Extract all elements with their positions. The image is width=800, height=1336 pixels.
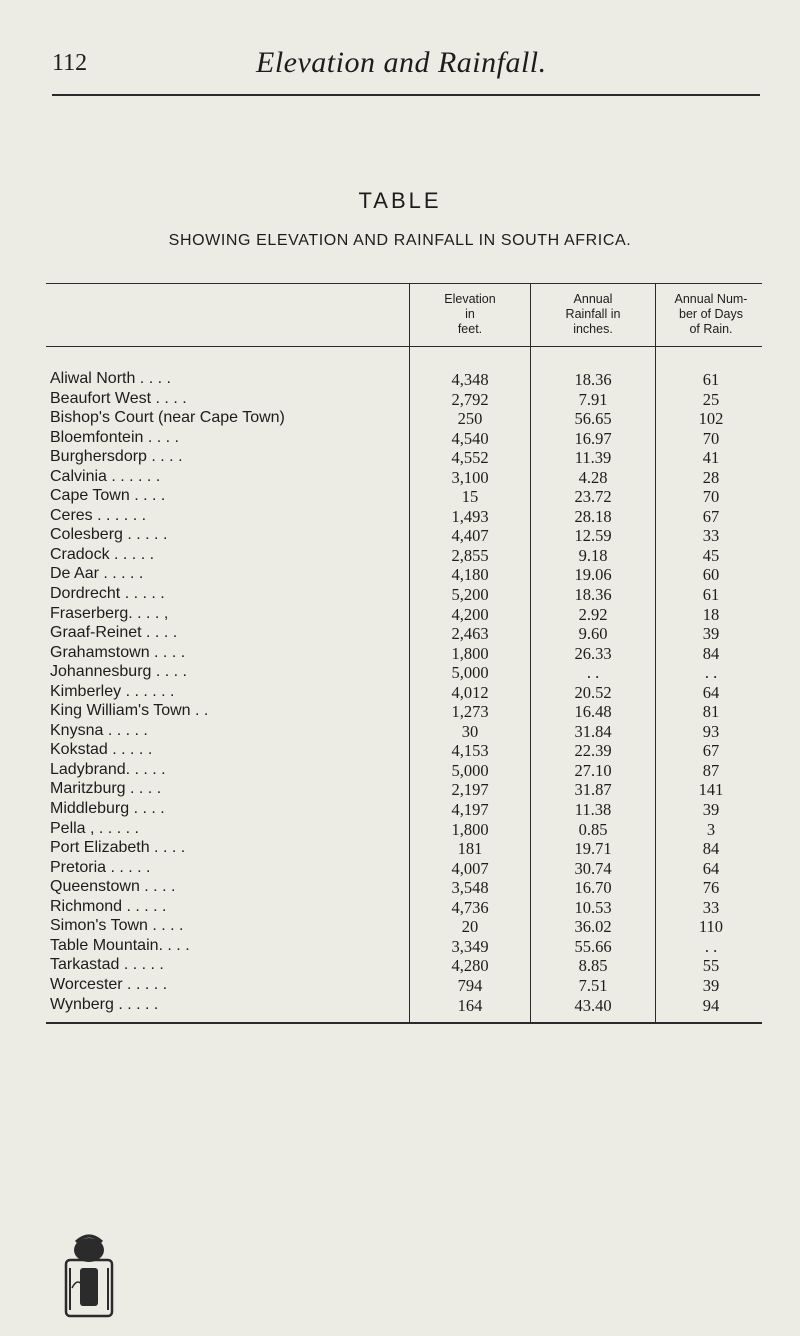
cell-rainfall: 7.91 — [578, 389, 608, 409]
cell-elevation: 1,800 — [451, 643, 489, 663]
cell-place: Grahamstown . . . . — [50, 643, 186, 661]
cell-days: 102 — [698, 409, 724, 429]
table-subtitle: SHOWING ELEVATION AND RAINFALL IN SOUTH AFRICA. — [168, 232, 632, 249]
cell-place: Knysna . . . . . — [50, 721, 148, 739]
cell-rainfall: 26.33 — [574, 643, 612, 663]
cell-days: 28 — [702, 467, 720, 487]
cell-days: 76 — [702, 878, 720, 898]
cell-rainfall: 0.85 — [578, 819, 608, 839]
cell-place: Kokstad . . . . . — [50, 741, 153, 759]
cell-rainfall: 18.36 — [574, 370, 612, 389]
cell-days: 39 — [702, 975, 720, 995]
cell-elevation: 4,007 — [451, 858, 489, 878]
cell-days: 141 — [698, 780, 724, 800]
cell-rainfall: 7.51 — [578, 975, 608, 995]
cell-elevation: 794 — [457, 975, 483, 995]
cell-rainfall: 16.97 — [574, 428, 612, 448]
cell-place: Bishop's Court (near Cape Town) — [50, 409, 285, 427]
table-row — [0, 800, 800, 820]
cell-elevation: 15 — [461, 487, 479, 507]
cell-elevation: 1,800 — [451, 819, 489, 839]
table-row — [0, 605, 800, 625]
cell-rainfall: 19.71 — [574, 839, 612, 859]
table-row — [0, 683, 800, 703]
cell-elevation: 2,792 — [451, 389, 489, 409]
cell-elevation: 5,000 — [451, 663, 489, 683]
cell-elevation: 4,280 — [451, 956, 489, 976]
cell-elevation: 2,197 — [451, 780, 489, 800]
cell-days: 39 — [702, 624, 720, 644]
cell-place: Graaf-Reinet . . . . — [50, 624, 178, 642]
cell-elevation: 1,493 — [451, 506, 489, 526]
cell-elevation: 4,197 — [451, 800, 489, 820]
table-row — [0, 780, 800, 800]
cell-rainfall: 19.06 — [574, 565, 612, 585]
cell-elevation: 4,407 — [451, 526, 489, 546]
cell-elevation: 181 — [457, 839, 483, 859]
table-row — [0, 702, 800, 722]
table-row — [0, 722, 800, 742]
cell-elevation: 5,000 — [451, 760, 489, 780]
cell-place: Pella , . . . . . — [50, 819, 139, 837]
cell-place: Ladybrand. . . . . — [50, 760, 166, 778]
cell-days: 67 — [702, 741, 720, 761]
table-row — [0, 898, 800, 918]
cell-days: 55 — [702, 956, 720, 976]
cell-place: Queenstown . . . . — [50, 878, 176, 896]
cell-rainfall: 9.18 — [578, 545, 608, 565]
cell-rainfall: 31.84 — [574, 721, 612, 741]
table-bottom-rule — [46, 1022, 762, 1024]
cell-rainfall: 11.38 — [574, 800, 612, 820]
cell-rainfall: 23.72 — [574, 487, 612, 507]
table-row — [0, 663, 800, 683]
cell-place: Bloemfontein . . . . — [50, 428, 179, 446]
table-row — [0, 996, 800, 1016]
cell-place: Beaufort West . . . . — [50, 389, 187, 407]
cell-place: Richmond . . . . . — [50, 897, 167, 915]
cell-days: . . — [704, 936, 718, 956]
cell-elevation: 20 — [461, 917, 479, 937]
publisher-seal-icon — [58, 1228, 120, 1320]
cell-rainfall: 43.40 — [574, 995, 612, 1015]
cell-place: Middleburg . . . . — [50, 800, 165, 818]
cell-rainfall: 18.36 — [574, 585, 612, 605]
cell-rainfall: 22.39 — [574, 741, 612, 761]
table-row — [0, 839, 800, 859]
cell-days: . . — [704, 663, 718, 683]
cell-elevation: 250 — [457, 409, 483, 429]
cell-days: 3 — [706, 819, 716, 839]
cell-days: 70 — [702, 487, 720, 507]
cell-rainfall: 16.70 — [574, 878, 612, 898]
table-row — [0, 820, 800, 840]
cell-elevation: 3,100 — [451, 467, 489, 487]
cell-rainfall: 27.10 — [574, 760, 612, 780]
table-row — [0, 370, 800, 390]
cell-days: 61 — [702, 370, 720, 389]
header-rule — [52, 94, 760, 96]
cell-days: 87 — [702, 760, 720, 780]
cell-elevation: 4,180 — [451, 565, 489, 585]
cell-days: 33 — [702, 897, 720, 917]
cell-place: Dordrecht . . . . . — [50, 585, 165, 603]
cell-rainfall: 10.53 — [574, 897, 612, 917]
cell-days: 70 — [702, 428, 720, 448]
cell-days: 41 — [702, 448, 720, 468]
cell-elevation: 4,348 — [451, 370, 489, 389]
cell-days: 84 — [702, 839, 720, 859]
cell-place: Ceres . . . . . . — [50, 506, 147, 524]
cell-place: Table Mountain. . . . — [50, 936, 190, 954]
cell-days: 81 — [702, 702, 720, 722]
cell-rainfall: 55.66 — [574, 936, 612, 956]
table-row — [0, 859, 800, 879]
cell-rainfall: 36.02 — [574, 917, 612, 937]
cell-days: 84 — [702, 643, 720, 663]
column-header-rainfall: Annual Rainfall in inches. — [565, 292, 621, 336]
cell-elevation: 4,012 — [451, 682, 489, 702]
table-row — [0, 878, 800, 898]
cell-days: 33 — [702, 526, 720, 546]
cell-rainfall: 9.60 — [578, 624, 608, 644]
cell-days: 93 — [702, 721, 720, 741]
cell-elevation: 4,552 — [451, 448, 489, 468]
table-row — [0, 917, 800, 937]
cell-elevation: 4,200 — [451, 604, 489, 624]
page-number: 112 — [52, 50, 88, 76]
cell-place: Calvinia . . . . . . — [50, 467, 161, 485]
cell-place: Pretoria . . . . . — [50, 858, 151, 876]
cell-days: 61 — [702, 585, 720, 605]
cell-place: Aliwal North . . . . — [50, 370, 171, 387]
cell-place: Colesberg . . . . . — [50, 526, 168, 544]
table-row — [0, 644, 800, 664]
cell-place: Simon's Town . . . . — [50, 917, 184, 935]
table-row — [0, 741, 800, 761]
cell-rainfall: 11.39 — [574, 448, 612, 468]
cell-rainfall: 31.87 — [574, 780, 612, 800]
cell-days: 60 — [702, 565, 720, 585]
table-row — [0, 448, 800, 468]
cell-elevation: 2,855 — [451, 545, 489, 565]
cell-place: Burghersdorp . . . . — [50, 448, 183, 466]
table-row — [0, 585, 800, 605]
cell-days: 94 — [702, 995, 720, 1015]
cell-days: 25 — [702, 389, 720, 409]
table-row — [0, 507, 800, 527]
cell-rainfall: 20.52 — [574, 682, 612, 702]
cell-rainfall: . . — [586, 663, 600, 683]
cell-elevation: 3,548 — [451, 878, 489, 898]
cell-elevation: 4,540 — [451, 428, 489, 448]
table-body — [0, 370, 800, 1015]
cell-elevation: 2,463 — [451, 624, 489, 644]
table-row — [0, 526, 800, 546]
column-header-days: Annual Num- ber of Days of Rain. — [674, 292, 748, 336]
cell-rainfall: 16.48 — [574, 702, 612, 722]
cell-place: King William's Town . . — [50, 702, 209, 720]
cell-rainfall: 56.65 — [574, 409, 612, 429]
table-row — [0, 546, 800, 566]
table-row — [0, 761, 800, 781]
cell-elevation: 1,273 — [451, 702, 489, 722]
cell-days: 64 — [702, 682, 720, 702]
table-title: TABLE — [358, 188, 442, 213]
table-row — [0, 468, 800, 488]
cell-place: Port Elizabeth . . . . — [50, 839, 186, 857]
cell-days: 64 — [702, 858, 720, 878]
cell-days: 18 — [702, 604, 720, 624]
table-row — [0, 429, 800, 449]
cell-elevation: 164 — [457, 995, 483, 1015]
cell-place: Maritzburg . . . . — [50, 780, 162, 798]
table-row — [0, 937, 800, 957]
table-row — [0, 409, 800, 429]
page-header — [0, 0, 800, 100]
cell-elevation: 4,736 — [451, 897, 489, 917]
cell-rainfall: 2.92 — [578, 604, 608, 624]
cell-place: Cape Town . . . . — [50, 487, 166, 505]
cell-place: Fraserberg. . . . , — [50, 604, 169, 622]
cell-place: Tarkastad . . . . . — [50, 956, 164, 974]
table-row — [0, 624, 800, 644]
cell-days: 110 — [698, 917, 724, 937]
cell-days: 67 — [702, 506, 720, 526]
cell-elevation: 3,349 — [451, 936, 489, 956]
cell-rainfall: 4.28 — [578, 467, 608, 487]
table-row — [0, 565, 800, 585]
table-row — [0, 390, 800, 410]
cell-place: De Aar . . . . . — [50, 565, 144, 583]
cell-elevation: 5,200 — [451, 585, 489, 605]
cell-place: Worcester . . . . . — [50, 975, 168, 993]
cell-days: 45 — [702, 545, 720, 565]
table-row — [0, 976, 800, 996]
column-header-elevation: Elevation in feet. — [444, 292, 496, 336]
cell-days: 39 — [702, 800, 720, 820]
cell-rainfall: 12.59 — [574, 526, 612, 546]
cell-place: Johannesburg . . . . — [50, 663, 187, 681]
cell-place: Wynberg . . . . . — [50, 995, 159, 1013]
cell-elevation: 4,153 — [451, 741, 489, 761]
cell-place: Kimberley . . . . . . — [50, 682, 175, 700]
cell-place: Cradock . . . . . — [50, 545, 155, 563]
cell-elevation: 30 — [461, 721, 479, 741]
cell-rainfall: 8.85 — [578, 956, 608, 976]
cell-rainfall: 28.18 — [574, 506, 612, 526]
cell-rainfall: 30.74 — [574, 858, 612, 878]
table-row — [0, 956, 800, 976]
table-row — [0, 487, 800, 507]
running-title: Elevation and Rainfall. — [256, 46, 547, 79]
